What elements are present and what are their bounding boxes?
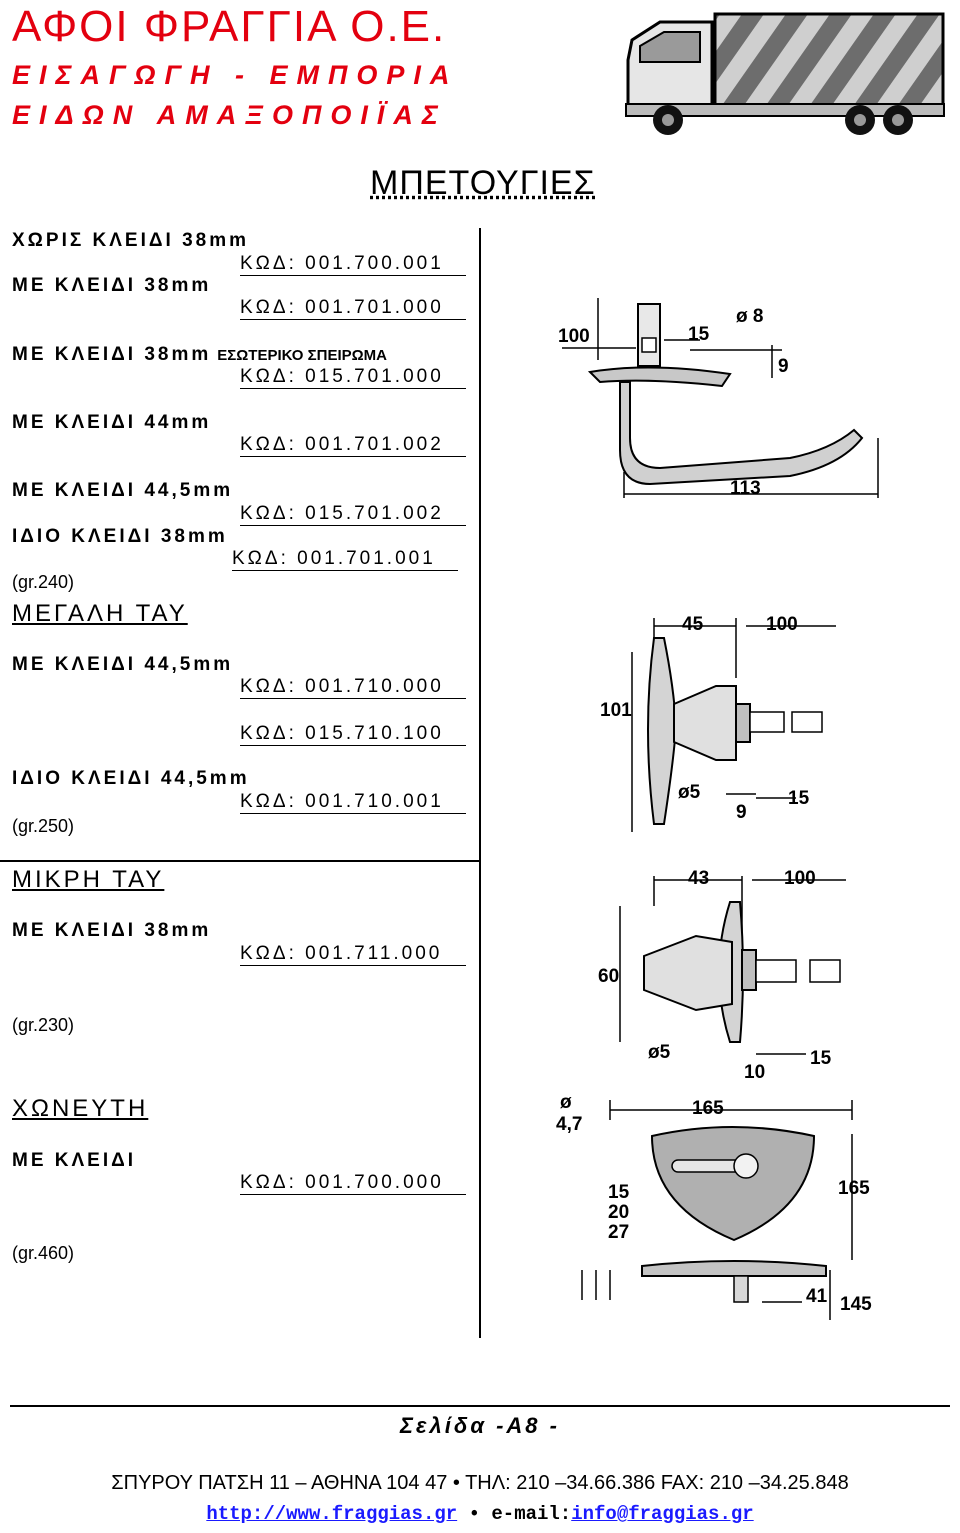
dim-label: 15 (788, 788, 810, 809)
product-label: ΜΕ ΚΛΕΙΔΙ 38mm (12, 275, 212, 296)
dim-label: ø5 (678, 782, 701, 803)
product-label: ΧΩΡΙΣ ΚΛΕΙΔΙ 38mm (12, 230, 250, 251)
dim-label: 165 (692, 1098, 724, 1119)
dim-label: 60 (598, 966, 620, 987)
product-code: ΚΩΔ: 001.701.002 (240, 434, 466, 457)
dim-label: 20 (608, 1202, 630, 1223)
bullet-separator: • (468, 1503, 480, 1525)
dim-label: ø (560, 1092, 572, 1113)
column-divider (479, 228, 481, 1338)
dim-label: 43 (688, 868, 710, 889)
dim-label: 100 (558, 326, 590, 347)
product-code: ΚΩΔ: 001.710.001 (240, 791, 466, 814)
product-weight: (gr.230) (12, 1015, 75, 1035)
dim-label: 145 (840, 1294, 872, 1315)
tagline-body-parts: ΕΙΔΩΝ ΑΜΑΞΟΠΟΙΪΑΣ (12, 100, 447, 130)
product-label: ΜΕ ΚΛΕΙΔΙ 44,5mm (12, 654, 234, 675)
section-divider (0, 860, 480, 862)
small-t-title: ΜΙΚΡΗ ΤΑΥ (12, 866, 165, 893)
footer-address: ΣΠΥΡΟΥ ΠΑΤΣΗ 11 – ΑΘΗΝΑ 104 47 • ΤΗΛ: 210 –34.66.386 FAX: 210 –34.25.848 (111, 1472, 849, 1494)
footer-divider (10, 1405, 950, 1407)
product-code: ΚΩΔ: 001.711.000 (240, 943, 466, 966)
product-weight: (gr.460) (12, 1243, 75, 1263)
product-label: ΙΔΙΟ ΚΛΕΙΔΙ 38mm (12, 526, 228, 547)
product-code: ΚΩΔ: 015.701.002 (240, 503, 466, 526)
product-weight: (gr.250) (12, 816, 75, 836)
product-label: ΙΔΙΟ ΚΛΕΙΔΙ 44,5mm (12, 768, 250, 789)
product-label: ΜΕ ΚΛΕΙΔΙ 38mm (12, 920, 212, 941)
product-code: ΚΩΔ: 001.710.000 (240, 676, 466, 699)
product-code: ΚΩΔ: 015.701.000 (240, 366, 466, 389)
footer-contact (0, 1503, 960, 1525)
product-code: ΚΩΔ: 001.700.001 (240, 253, 466, 276)
flush-title: ΧΩΝΕΥΤΗ (12, 1095, 149, 1122)
dim-label: 15 (608, 1182, 630, 1203)
product-code: ΚΩΔ: 001.700.000 (240, 1172, 466, 1195)
dim-label: 4,7 (556, 1114, 583, 1135)
tagline-import: ΕΙΣΑΓΩΓΗ - ΕΜΠΟΡΙΑ (12, 60, 459, 90)
big-t-handle-drawing (596, 608, 896, 848)
product-label (12, 344, 387, 366)
dim-label: 45 (682, 614, 704, 635)
dim-label: 100 (784, 868, 816, 889)
product-note: ΕΣΩΤΕΡΙΚΟ ΣΠΕΙΡΩΜΑ (217, 347, 387, 364)
company-name: ΑΦΟΙ ΦΡΑΓΓΙΑ Ο.Ε. (12, 2, 447, 51)
product-label: ΜΕ ΚΛΕΙΔΙ 44mm (12, 412, 212, 433)
section-title: ΜΠΕΤΟΥΓΙΕΣ (370, 164, 596, 202)
dim-label: 27 (608, 1222, 630, 1243)
big-t-title: ΜΕΓΑΛΗ ΤΑΥ (12, 600, 188, 627)
dim-label: 10 (744, 1062, 766, 1083)
product-weight: (gr.240) (12, 572, 75, 592)
product-label: ΜΕ ΚΛΕΙΔΙ (12, 1150, 137, 1171)
dim-label: 9 (778, 356, 789, 377)
product-code: ΚΩΔ: 015.710.100 (240, 723, 466, 746)
truck-logo-icon (620, 0, 950, 140)
page-number: Σελίδα -Α8 - (400, 1413, 560, 1438)
dim-label: 41 (806, 1286, 828, 1307)
dim-label: ø5 (648, 1042, 671, 1063)
dim-label: 113 (730, 478, 761, 499)
email-link[interactable]: info@fraggias.gr (571, 1503, 754, 1525)
dim-label: 9 (736, 802, 747, 823)
small-t-handle-drawing (596, 866, 896, 1086)
dim-label: 165 (838, 1178, 870, 1199)
email-label: e-mail: (491, 1503, 572, 1525)
dim-label: 15 (810, 1048, 832, 1069)
product-label: ΜΕ ΚΛΕΙΔΙ 44,5mm (12, 480, 234, 501)
dim-label: ø 8 (736, 306, 764, 327)
website-link[interactable]: http://www.fraggias.gr (206, 1503, 458, 1525)
dim-label: 15 (688, 324, 710, 345)
dim-label: 100 (766, 614, 798, 635)
dim-label: 101 (600, 700, 632, 721)
product-label-text: ΜΕ ΚΛΕΙΔΙ 38mm (12, 344, 212, 365)
product-code: ΚΩΔ: 001.701.000 (240, 297, 466, 320)
product-code: ΚΩΔ: 001.701.001 (232, 548, 458, 571)
flush-handle-drawing (552, 1090, 892, 1330)
lever-handle-drawing (550, 290, 890, 510)
